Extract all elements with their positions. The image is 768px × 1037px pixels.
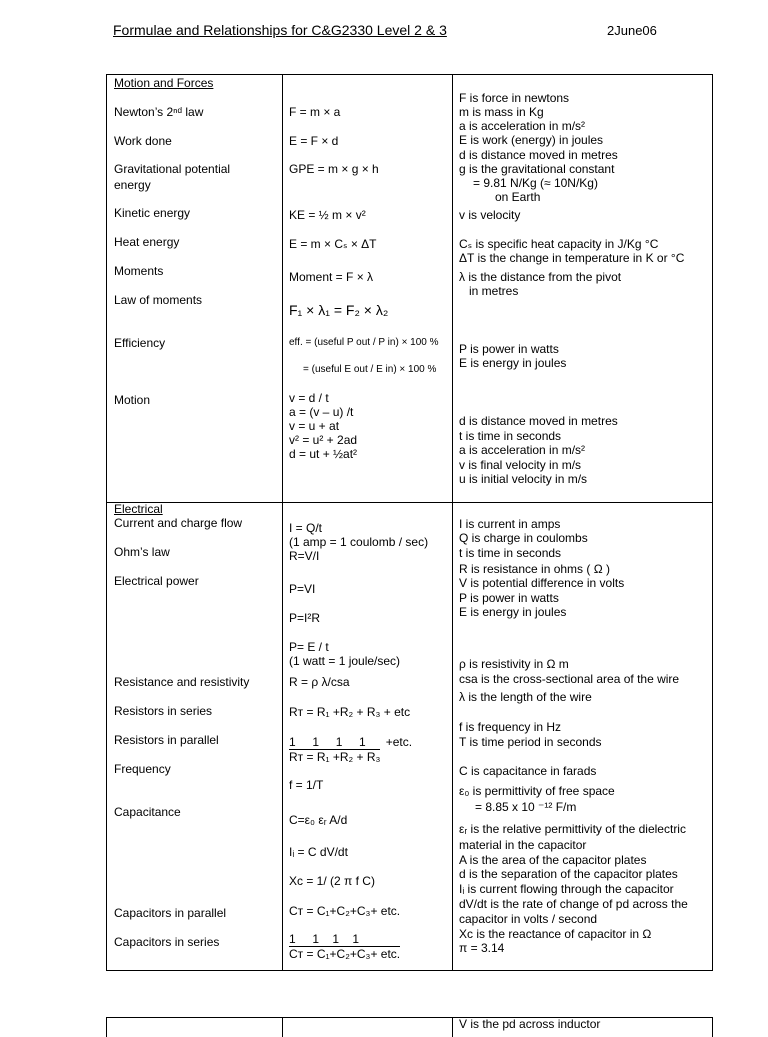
definition: A is the area of the capacitor plates: [459, 853, 647, 867]
formula-efficiency-energy: = (useful E out / E in) × 100 %: [303, 364, 437, 375]
formula-motion-1: v = d / t: [289, 391, 329, 405]
row-label-ke: Kinetic energy: [114, 206, 191, 220]
definition: = 8.85 x 10 ⁻¹² F/m: [475, 800, 577, 814]
row-label-newton: Newton’s 2ⁿᵈ law: [114, 105, 204, 119]
formula-parallel-numerators: 1 1 1 1 +etc.: [289, 735, 413, 749]
definition: E is energy in joules: [459, 605, 567, 619]
definition: g is the gravitational constant: [459, 162, 615, 176]
definition: dV/dt is the rate of change of pd across the: [459, 897, 688, 911]
definition: Q is charge in coulombs: [459, 531, 588, 545]
definition: on Earth: [495, 190, 541, 204]
row-label-moments: Moments: [114, 264, 164, 278]
formula-gpe: GPE = m × g × h: [289, 162, 379, 176]
definition: λ is the distance from the pivot: [459, 270, 622, 284]
row-label-power: Electrical power: [114, 574, 199, 588]
formula-motion-2: a = (v – u) /t: [289, 405, 354, 419]
formula-resistivity: R = ρ λ/csa: [289, 675, 350, 689]
row-label-cap-parallel: Capacitors in parallel: [114, 906, 227, 920]
definition: λ is the length of the wire: [459, 690, 592, 704]
row-label-ohm: Ohm’s law: [114, 545, 170, 559]
formula-current: I = Q/t: [289, 521, 323, 535]
definition: εᵣ is the relative permittivity of the dielectric: [459, 822, 686, 836]
formula-capacitive-reactance: Xᴄ = 1/ (2 π f C): [289, 874, 375, 888]
formula-power-note: (1 watt = 1 joule/sec): [289, 654, 401, 668]
definition: E is work (energy) in joules: [459, 133, 604, 147]
formula-current-note: (1 amp = 1 coulomb / sec): [289, 535, 429, 549]
definition: ΔT is the change in temperature in K or °C: [459, 251, 685, 265]
definition: t is time in seconds: [459, 429, 562, 443]
formula-frequency: f = 1/T: [289, 778, 324, 792]
definition: csa is the cross-sectional area of the wire: [459, 672, 680, 686]
definition: P is power in watts: [459, 342, 559, 356]
formula-cap-series-denominators: Cᴛ = C₁+C₂+C₃+ etc.: [289, 947, 401, 961]
row-label-motion: Motion: [114, 393, 151, 407]
formula-law-of-moments: F₁ × λ₁ = F₂ × λ₂: [289, 302, 389, 318]
formula-motion-5: d = ut + ½at²: [289, 447, 358, 461]
definition: v is final velocity in m/s: [459, 458, 582, 472]
column-divider: [452, 75, 453, 970]
formula-capacitance: C=ε₀ εᵣ A/d: [289, 813, 348, 827]
definition: d is the separation of the capacitor plates: [459, 867, 678, 881]
row-label-parallel: Resistors in parallel: [114, 733, 219, 747]
definition: V is the pd across inductor: [459, 1017, 601, 1031]
section-heading-motion: Motion and Forces: [114, 76, 214, 90]
definition: Cₛ is specific heat capacity in J/Kg °C: [459, 237, 659, 251]
row-label-series: Resistors in series: [114, 704, 213, 718]
definition: ρ is resistivity in Ω m: [459, 657, 569, 671]
formula-motion-4: v² = u² + 2ad: [289, 433, 358, 447]
row-label-gpe: Gravitational potential: [114, 162, 231, 176]
formula-table: [106, 74, 713, 971]
definition: π = 3.14: [459, 941, 505, 955]
row-label-cap-series: Capacitors in series: [114, 935, 220, 949]
definition: Iᵢ is current flowing through the capacitor: [459, 882, 674, 896]
definition: R is resistance in ohms ( Ω ): [459, 562, 611, 576]
next-table-fragment: [106, 1017, 713, 1037]
definition: Xᴄ is the reactance of capacitor in Ω: [459, 927, 652, 941]
formula-efficiency-power: eff. = (useful P out / P in) × 100 %: [289, 337, 439, 348]
row-label-frequency: Frequency: [114, 762, 171, 776]
formula-work: E = F × d: [289, 134, 339, 148]
column-divider: [282, 75, 283, 970]
definition: capacitor in volts / second: [459, 912, 598, 926]
formula-ohm: R=V/I: [289, 549, 320, 563]
definition: t is time in seconds: [459, 546, 562, 560]
formula-ke: KE = ½ m × v²: [289, 208, 366, 222]
formula-series: Rᴛ = R₁ +R₂ + R₃ + etc: [289, 705, 411, 719]
row-label-current: Current and charge flow: [114, 516, 243, 530]
formula-heat: E = m × Cₛ × ΔT: [289, 237, 377, 251]
definition: = 9.81 N/Kg (≈ 10N/Kg): [473, 176, 598, 190]
section-divider: [107, 502, 712, 503]
definition: a is acceleration in m/s²: [459, 443, 586, 457]
formula-power-et: P= E / t: [289, 640, 329, 654]
definition: T is time period in seconds: [459, 735, 602, 749]
definition: a is acceleration in m/s²: [459, 119, 586, 133]
formula-cap-series-numerators: 1 1 1 1: [289, 932, 360, 946]
definition: material in the capacitor: [459, 838, 587, 852]
definition: E is energy in joules: [459, 356, 567, 370]
definition: v is velocity: [459, 208, 521, 222]
formula-power-i2r: P=I²R: [289, 611, 321, 625]
definition: C is capacitance in farads: [459, 764, 597, 778]
definition: ε₀ is permittivity of free space: [459, 784, 615, 798]
definition: m is mass in Kg: [459, 105, 544, 119]
formula-moments: Moment = F × λ: [289, 270, 374, 284]
row-label-resistivity: Resistance and resistivity: [114, 675, 250, 689]
document-date: 2June06: [607, 23, 657, 38]
formula-newton: F = m × a: [289, 105, 341, 119]
formula-power-vi: P=VI: [289, 582, 316, 596]
definition: F is force in newtons: [459, 91, 570, 105]
formula-motion-3: v = u + at: [289, 419, 340, 433]
row-label-capacitance: Capacitance: [114, 805, 181, 819]
definition: u is initial velocity in m/s: [459, 472, 588, 486]
row-label-law-of-moments: Law of moments: [114, 293, 203, 307]
formula-parallel-denominators: Rᴛ = R₁ +R₂ + R₃: [289, 750, 381, 764]
definition: f is frequency in Hz: [459, 720, 562, 734]
definition: V is potential difference in volts: [459, 576, 625, 590]
column-divider: [282, 1018, 283, 1037]
definition: d is distance moved in metres: [459, 414, 618, 428]
row-label-work: Work done: [114, 134, 172, 148]
row-label-gpe-2: energy: [114, 178, 151, 192]
definition: d is distance moved in metres: [459, 148, 618, 162]
definition: P is power in watts: [459, 591, 559, 605]
row-label-heat: Heat energy: [114, 235, 180, 249]
document-title: Formulae and Relationships for C&G2330 Level 2 & 3: [113, 22, 447, 38]
section-heading-electrical: Electrical: [114, 502, 163, 516]
formula-cap-parallel: Cᴛ = C₁+C₂+C₃+ etc.: [289, 904, 401, 918]
column-divider: [452, 1018, 453, 1037]
definition: I is current in amps: [459, 517, 561, 531]
definition: in metres: [469, 284, 519, 298]
formula-capacitor-current: Iᵢ = C dV/dt: [289, 845, 348, 859]
row-label-efficiency: Efficiency: [114, 336, 166, 350]
